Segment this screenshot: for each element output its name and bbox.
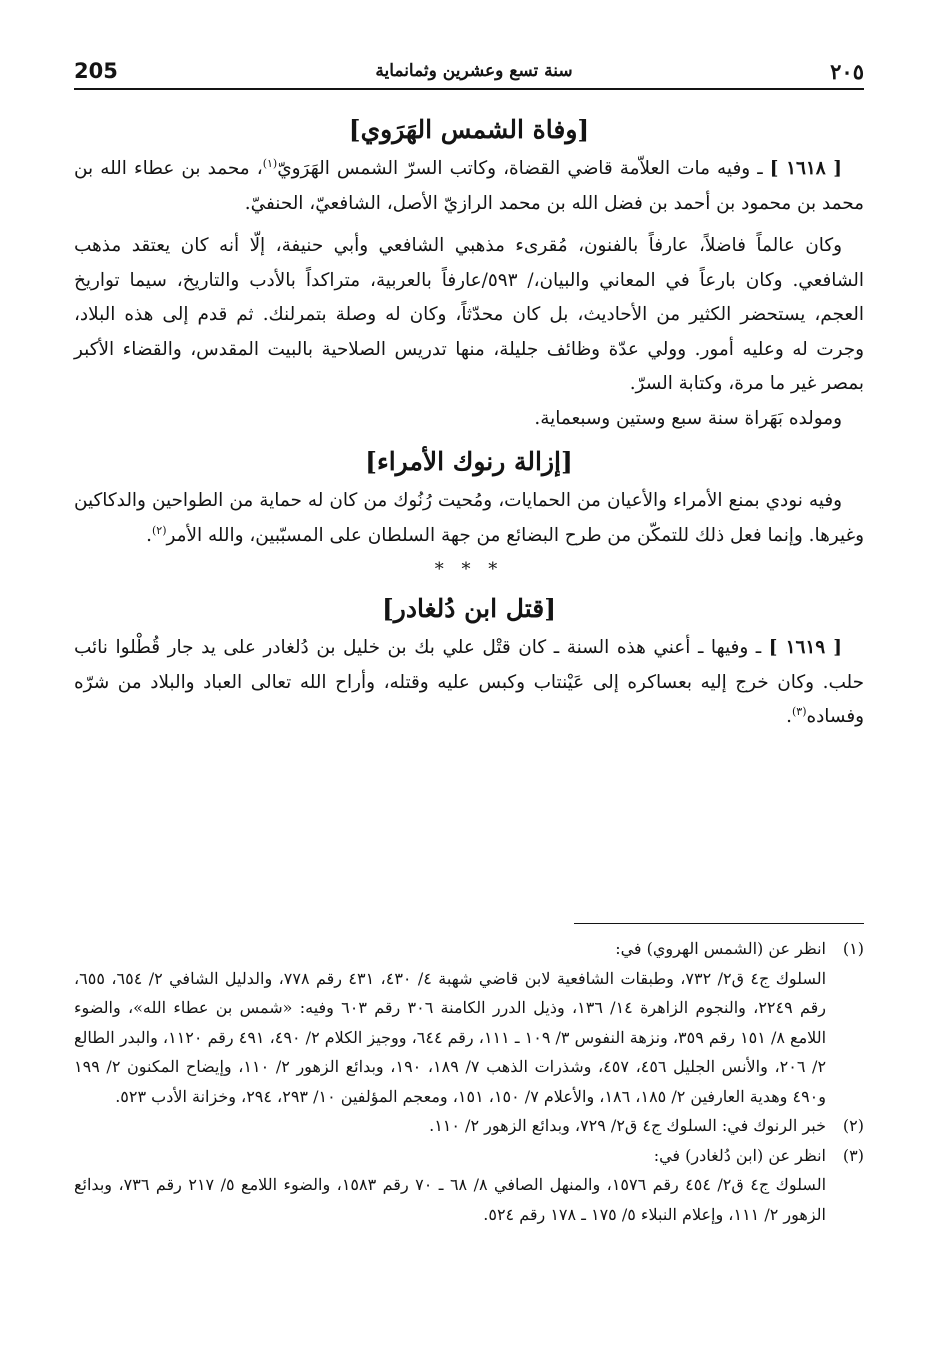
footnote-body: خبر الرنوك في: السلوك ج٤ ق٢/ ٧٢٩، وبدائع الزهور ٢/ ١١٠. (429, 1116, 826, 1135)
footnote-intro: انظر عن (الشمس الهروي) في: (615, 939, 826, 958)
section-heading-dulghadir: [قتل ابن دُلغادر] (381, 594, 557, 623)
paragraph-entry-1619 (74, 631, 864, 735)
paragraph-entry-1618 (74, 152, 864, 221)
entry-text-end: ، محمد بن عطاء الله بن محمد بن محمود بن أحمد بن فضل الله بن محمد الرازيّ الأصل، الشافعيّ، الحنفيّ. (74, 158, 864, 214)
entry-number: [ ١٦١٨ ] (769, 158, 842, 179)
main-text (74, 108, 864, 735)
footnotes (74, 934, 864, 1229)
runuk-text-end: . (146, 524, 152, 546)
paragraph-birth: ومولده بَهَراة سنة سبع وستين وسبعماية. (534, 407, 842, 429)
footnote-separator (574, 923, 864, 924)
entry-number: [ ١٦١٩ ] (768, 637, 842, 658)
section-divider-stars: * * * (434, 559, 504, 580)
section-heading-runuk: [إزالة رنوك الأمراء] (365, 447, 573, 476)
footnote-ref[interactable]: (١) (262, 156, 278, 170)
section-heading-hirawi: [وفاة الشمس الهَرَوي] (348, 115, 590, 144)
footnote-mark: (٢) (842, 1116, 864, 1135)
page-number-arabic: ٢٠٥ (830, 58, 864, 84)
footnote-1-body: السلوك ج٤ ق٢/ ٧٣٢، وطبقات الشافعية لابن قاضي شهبة ٤/ ٤٣٠، ٤٣١ رقم ٧٧٨، والدليل الشافي ٢/ ٦٥٤، ٦٥٥، رقم ٢٢٤٩، والنجوم الزاهرة ١٤/ ١٣٦، وذيل الدرر الكامنة ٣٠٦ رقم ٦٠٣ وفيه: «شمس بن عطاء الله»، والضوء اللامع ٨/ ١٥١ رقم ٣٥٩، ونزهة النفوس ٣/ ١٠٩ ـ ١١١، رقم ٦٤٤، ووجيز الكلام ٢/ ٤٩٠، ٤٩١ رقم ١١٢٠، والبدر الطالع ٢/ ٢٠٦، والأنس الجليل ٤٥٦، ٤٥٧، وشذرات الذهب ٧/ ١٨٩، ١٩٠، وبدائع الزهور ٢/ ١١٠، وإيضاح المكنون ٢/ ١٩٩ و٤٩٠ وهدية العارفين ٢/ ١٨٥، ١٨٦، والأعلام ٧/ ١٥٠، ١٥١، ومعجم المؤلفين ١٠/ ٢٩٣، ٢٩٤، وخزانة الأدب ٥٢٣. (74, 968, 827, 1106)
paragraph-runuk (74, 484, 864, 553)
footnote-intro: انظر عن (ابن دُلغادر) في: (653, 1145, 826, 1165)
entry-text-end: . (786, 706, 792, 727)
footnote-ref[interactable]: (٣) (791, 704, 807, 718)
paragraph-biography: وكان عالماً فاضلاً، عارفاً بالفنون، مُقرىء مذهبي الشافعي وأبي حنيفة، إلّا أنه كان يعتقد مذهب الشافعي. وكان بارعاً في المعاني والبيان،/ ٥٩٣/عارفاً بالعربية، متراكداً بالأدب والتاريخ، سيما تواريخ العجم، يستحضر الكثير من الأحاديث، بل كان محدّثاً، وكان له وصلة بتمرلنك. ثم قدم إلى هذه البلاد، وجرت له وعليه أمور. وولي عدّة وظائف جليلة، منها تدريس الصلاحية بالبيت المقدس، والقضاء الأكبر بمصر غير ما مرة، وكتابة السرّ. (74, 235, 864, 394)
footnote-3-body: السلوك ج٤ ق٢/ ٤٥٤ رقم ١٥٧٦، والمنهل الصافي ٨/ ٦٨ ـ ٧٠ رقم ١٥٨٣، والضوء اللامع ٥/ ٢١٧ رقم ٧٣٦، وبدائع الزهور ٢/ ١١١، وإعلام النبلاء ٥/ ١٧٥ ـ ١٧٨ رقم ٥٢٤. (74, 1175, 827, 1224)
entry-text: ـ وفيها ـ أعني هذه السنة ـ كان قتْل علي بك بن خليل بن دُلغادر على يد جار قُطْلوا نائب حلب. وكان خرج إليه بعساكره إلى عَيْنتاب وكبس عليه وقتله، وأراح الله تعالى العباد والبلاد من شرّه وفساده (74, 637, 864, 727)
entry-text: ـ وفيه مات العلاّمة قاضي القضاة، وكاتب السرّ الشمس الهَرَويّ (277, 158, 763, 179)
page-header (74, 54, 864, 90)
runuk-text: وفيه نودي بمنع الأمراء والأعيان من الحمايات، ومُحيت رُنُوك من كان له حماية من الطواحين والدكاكين وغيرها. وإنما فعل ذلك للتمكّن من طرح البضائع من جهة السلطان على المسبّبين، والله الأمر (74, 490, 864, 546)
running-title: سنة تسع وعشرين وثمانماية (375, 61, 573, 81)
footnote-2 (74, 1111, 864, 1141)
footnote-ref[interactable]: (٢) (151, 523, 167, 537)
footnote-mark: (١) (842, 939, 864, 958)
footnote-mark: (٣) (842, 1145, 864, 1165)
footnote-3 (74, 1141, 864, 1171)
footnote-1 (74, 934, 864, 964)
page-number-latin: 205 (74, 59, 118, 83)
